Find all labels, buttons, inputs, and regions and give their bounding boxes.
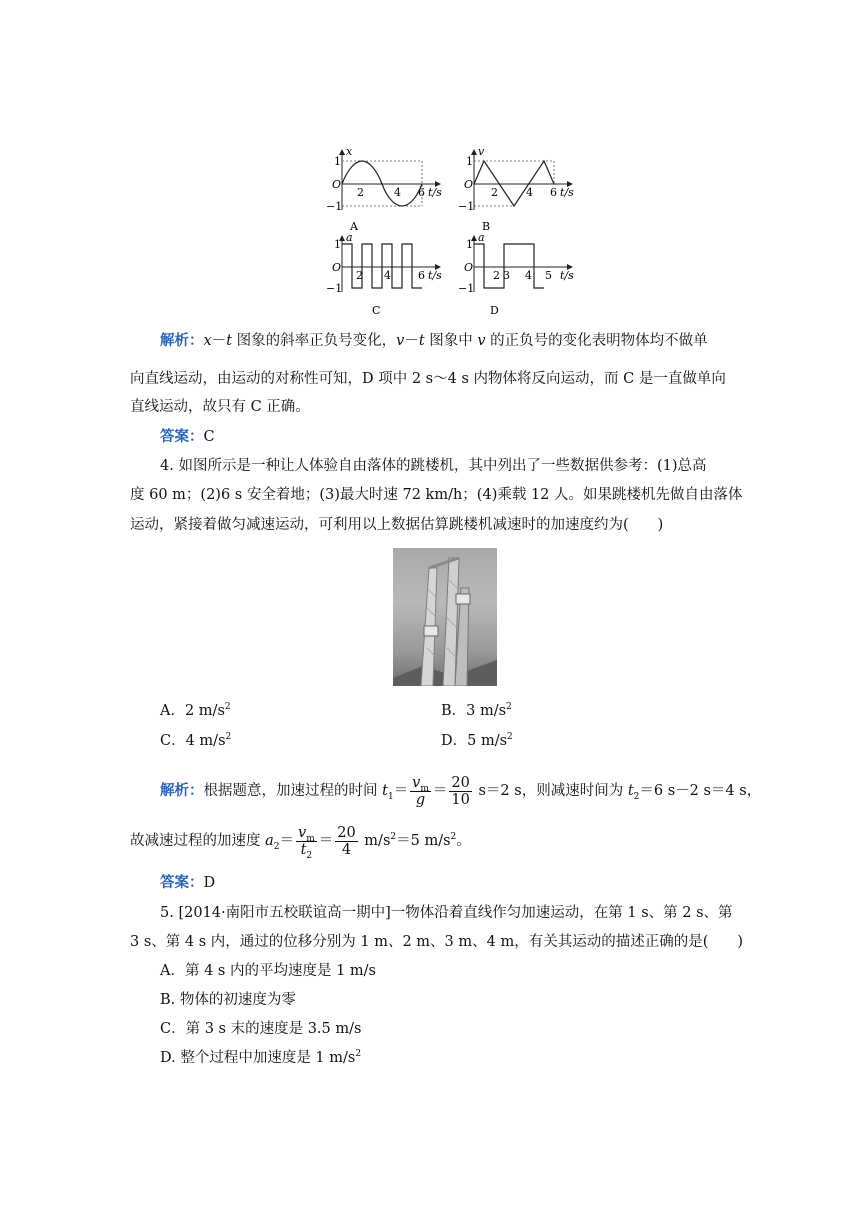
equals: ＝ xyxy=(318,833,334,849)
var-t: t xyxy=(226,333,233,349)
text: 图象中 xyxy=(424,333,478,349)
var-v: v xyxy=(412,774,421,791)
subscript: 2 xyxy=(306,850,313,861)
text: 5. [2014· xyxy=(160,905,226,921)
graph-d-xtick: 4 xyxy=(525,269,532,282)
q4-text-line-3: 运动，紧接着做匀减速运动，可利用以上数据估算跳楼机减速时的加速度约为( ) xyxy=(130,517,664,533)
q3-answer xyxy=(160,426,215,448)
graph-a-axis-y: x xyxy=(346,145,353,158)
graph-a-xtick: 4 xyxy=(394,186,401,199)
denominator: 4 xyxy=(341,841,352,858)
graph-d-xtick: 5 xyxy=(545,269,552,282)
q4-option-a[interactable] xyxy=(160,700,231,722)
graph-c-label: C xyxy=(372,304,381,317)
subscript: m xyxy=(306,833,315,844)
superscript: 2 xyxy=(507,732,513,743)
graph-a-xtick: 2 xyxy=(357,186,364,199)
fraction-vm-over-g xyxy=(410,775,431,808)
source-citation: 南阳市五校联谊高一期中 xyxy=(225,905,386,921)
graph-a xyxy=(326,145,442,233)
q5-option-d[interactable] xyxy=(160,1047,361,1069)
numerator: 20 xyxy=(337,824,356,841)
graph-d-axis-y: a xyxy=(478,231,485,244)
q4-text-line-2: 度 60 m；(2)6 s 安全着地；(3)最大时速 72 km/h；(4)乘载 12 人。如果跳楼机先做自由落体 xyxy=(130,487,743,503)
graph-b-xtick: 4 xyxy=(526,186,533,199)
text: 故减速过程的加速度 xyxy=(130,833,266,849)
graph-d-ytick-neg1: −1 xyxy=(458,282,475,295)
q3-analysis-line-2: 向直线运动，由运动的对称性可知，D 项中 2 s～4 s 内物体将反向运动，而 C 是一直做单向 xyxy=(130,371,726,387)
option-text: A．2 m/s xyxy=(160,703,225,719)
graph-a-ytick-neg1: −1 xyxy=(326,200,343,213)
answer-label: 答案： xyxy=(160,874,204,891)
motion-graphs-figure xyxy=(310,142,590,320)
text: s＝2 s，则减速时间为 xyxy=(473,783,628,799)
q5-text-line-1 xyxy=(160,902,733,924)
var-v: v xyxy=(298,824,307,841)
var-g: g xyxy=(415,791,426,808)
graph-d-label: D xyxy=(490,304,499,317)
text: ]一物体沿着直线作匀加速运动，在第 1 s、第 2 s、第 xyxy=(385,905,733,921)
numerator: 20 xyxy=(451,774,470,791)
graph-b-ytick-1: 1 xyxy=(466,155,473,168)
fraction-20-over-10 xyxy=(449,775,471,808)
q5-option-a[interactable]: A．第 4 s 内的平均速度是 1 m/s xyxy=(160,963,376,979)
q5-option-c[interactable]: C．第 3 s 末的速度是 3.5 m/s xyxy=(160,1021,362,1037)
graph-c-axis-y: a xyxy=(346,231,353,244)
answer-value: D xyxy=(203,875,216,891)
graph-a-origin: O xyxy=(332,178,342,191)
graph-b-xtick: 6 xyxy=(550,186,557,199)
dash: － xyxy=(211,333,227,349)
subscript: 2 xyxy=(633,791,640,802)
q5-text-line-2: 3 s、第 4 s 内，通过的位移分别为 1 m、2 m、3 m、4 m，有关其运动的描述正确的是( ) xyxy=(130,934,744,950)
text: 图象的斜率正负号变化， xyxy=(232,333,397,349)
subscript: 2 xyxy=(273,841,280,852)
q5-option-b[interactable]: B. 物体的初速度为零 xyxy=(160,992,296,1008)
fraction-vm-over-t2 xyxy=(296,824,317,861)
graph-d-origin: O xyxy=(464,261,474,274)
graph-c-xtick: 6 xyxy=(418,269,425,282)
subscript: 1 xyxy=(387,791,394,802)
superscript: 2 xyxy=(225,732,232,743)
graph-d-axis-x: t/s xyxy=(560,269,574,282)
q3-analysis-line-3: 直线运动，故只有 C 正确。 xyxy=(130,399,310,415)
graph-a-ytick-1: 1 xyxy=(334,155,341,168)
var-v: v xyxy=(396,333,405,349)
superscript: 2 xyxy=(506,702,512,713)
text: 的正负号的变化表明物体均不做单 xyxy=(485,333,708,349)
dash: － xyxy=(404,333,419,349)
graph-c-xtick: 4 xyxy=(384,269,391,282)
graph-c-xtick: 2 xyxy=(356,269,363,282)
var-t: t xyxy=(300,841,307,858)
text: 。 xyxy=(456,833,471,849)
text: m/s xyxy=(359,833,391,849)
analysis-label: 解析： xyxy=(160,332,204,349)
graph-b-axis-y: v xyxy=(478,145,485,158)
q4-option-d[interactable] xyxy=(441,730,513,752)
option-text: B．3 m/s xyxy=(441,703,507,719)
equals: ＝ xyxy=(432,783,448,799)
option-text: D. 整个过程中加速度是 1 m/s xyxy=(160,1050,356,1066)
q3-analysis-line-1 xyxy=(160,330,708,352)
text: 根据题意，加速过程的时间 xyxy=(203,783,383,799)
var-t: t xyxy=(627,783,634,799)
var-t: t xyxy=(382,783,388,799)
graph-b-axis-x: t/s xyxy=(560,186,574,199)
graph-c-ytick-1: 1 xyxy=(334,238,341,251)
graph-d xyxy=(458,231,574,317)
q4-analysis-line-2 xyxy=(130,820,471,862)
analysis-label: 解析： xyxy=(160,782,204,799)
graph-a-label: A xyxy=(350,220,358,233)
denominator: 10 xyxy=(451,791,470,808)
q4-text-line-1: 4. 如图所示是一种让人体验自由落体的跳楼机，其中列出了一些数据供参考：(1)总高 xyxy=(160,458,707,474)
text: ＝5 m/s xyxy=(396,833,451,849)
var-t: t xyxy=(418,333,425,349)
graph-b-origin: O xyxy=(464,178,474,191)
fraction-20-over-4 xyxy=(335,825,357,858)
graph-d-xtick: 2 xyxy=(493,269,500,282)
equals: ＝ xyxy=(279,833,294,849)
equals: ＝ xyxy=(393,783,409,799)
superscript: 2 xyxy=(450,832,457,843)
graph-a-axis-x: t/s xyxy=(428,186,442,199)
q4-answer xyxy=(160,872,215,894)
graph-b-xtick: 2 xyxy=(491,186,498,199)
q4-option-c[interactable] xyxy=(160,730,231,752)
graph-b-label: B xyxy=(482,220,491,233)
graph-a-xtick: 6 xyxy=(418,186,425,199)
q4-option-b[interactable] xyxy=(441,700,512,722)
var-x: x xyxy=(203,333,212,349)
answer-value: C xyxy=(203,429,215,445)
text: ＝6 s－2 s＝4 s， xyxy=(639,783,762,799)
graph-d-ytick-1: 1 xyxy=(466,238,473,251)
superscript: 2 xyxy=(224,702,231,713)
drop-tower-photo xyxy=(393,548,497,686)
graph-b xyxy=(458,145,574,233)
superscript: 2 xyxy=(390,832,397,843)
graph-c xyxy=(326,231,442,317)
var-v: v xyxy=(477,333,486,349)
drop-tower-illustration xyxy=(393,548,497,686)
graph-c-origin: O xyxy=(332,261,342,274)
answer-label: 答案： xyxy=(160,428,204,445)
graph-c-axis-x: t/s xyxy=(428,269,442,282)
graph-b-ytick-neg1: −1 xyxy=(458,200,475,213)
graph-d-xtick: 3 xyxy=(503,269,510,282)
var-a: a xyxy=(265,833,274,849)
superscript: 2 xyxy=(355,1049,362,1060)
subscript: m xyxy=(420,783,429,794)
q4-analysis-line-1 xyxy=(160,770,761,812)
option-text: D．5 m/s xyxy=(441,733,508,749)
graph-c-ytick-neg1: −1 xyxy=(326,282,343,295)
option-text: C．4 m/s xyxy=(160,733,226,749)
